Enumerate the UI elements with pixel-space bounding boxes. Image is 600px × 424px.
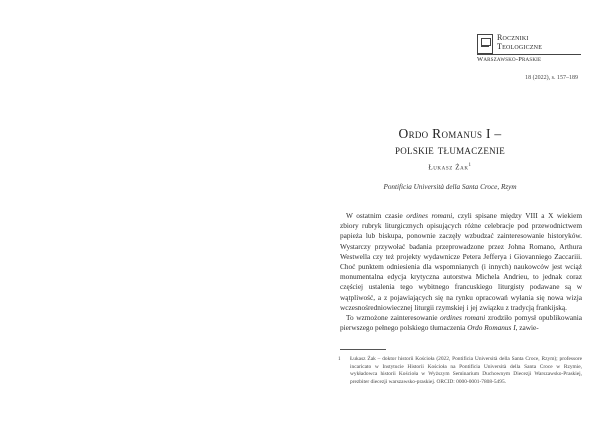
article-title bbox=[300, 126, 600, 158]
journal-name-line2: Teologiczne bbox=[497, 42, 543, 51]
p2-text-start: To wzmożone zainteresowanie bbox=[346, 313, 441, 323]
p2-emphasis-1: ordines romani bbox=[440, 313, 486, 323]
author-footnote-ref: 1 bbox=[468, 163, 472, 168]
journal-name-line1: Roczniki bbox=[497, 33, 529, 42]
p1-emphasis: ordines romani bbox=[406, 211, 453, 220]
p2-text-end: , zawie- bbox=[515, 323, 539, 333]
footnote-divider bbox=[340, 349, 386, 350]
journal-name-line3: Warszawsko-Praskie bbox=[477, 56, 542, 63]
body-paragraph-1 bbox=[340, 211, 582, 313]
footnote-number: 1 bbox=[338, 357, 341, 362]
p2-emphasis-2: Ordo Romanus I bbox=[467, 323, 516, 333]
footnote-text: Łukasz Żak – doktor historii Kościoła (2022, Pontificia Università della Santa Croce, Rzym); professore incaricato w Instytucie Historii Kościoła na Pontificia Università della Santa Croce w Rzymie, wykładowca historii Kościoła w Wyższym Seminarium Duchownym Diecezji Warszawsko-Praskiej, prezbiter diecezji warszawsko-praskiej. ORCID: 0000-0001-7808-5495. bbox=[350, 356, 582, 385]
title-line-2: polskie tłumaczenie bbox=[394, 142, 506, 157]
journal-logo bbox=[477, 32, 581, 66]
author-name bbox=[300, 163, 600, 171]
journal-emblem-icon bbox=[477, 34, 493, 54]
footnote bbox=[340, 356, 582, 386]
title-line-1: Ordo Romanus I – bbox=[398, 126, 502, 141]
journal-logo-divider bbox=[477, 54, 581, 55]
issue-info: 18 (2022), s. 157–189 bbox=[525, 75, 578, 81]
p1-text-start: W ostatnim czasie bbox=[346, 211, 407, 220]
author-name-text: Łukasz Żak bbox=[428, 163, 469, 172]
article-body bbox=[340, 211, 582, 333]
p1-text-end: , czyli spisane między VIII a X wiekiem zbiory rubryk liturgicznych opisujących różne celebracje pod przewodnictwem papieża lub biskupa, ponownie zaczęły wzbudzać zainteresowanie historyków. Wystarczy przywołać badania przeprowadzone przez Johna Romano, Arthura Westwella czy też projekty wydawnicze Petera Jefferya i Giovanniego Zaccariii. Choć punktem odniesienia dla wspomnianych (i innych) naukowców jest wciąż monumentalna edycja krytyczna autorstwa Michela Andrieu, to jednak coraz częściej ustalenia tego wybitnego francuskiego liturgisty podawane są w wątpliwość, a z pojawiających się na rynku opracowań wyłania się nowa wizja wczesnośredniowiecznej liturgii rzymskiej i jej związku z tradycją frankijską. bbox=[340, 211, 582, 312]
p2-text-middle: zrodziło pomysł opublikowania pierwszego pełnego polskiego tłumaczenia bbox=[340, 313, 582, 333]
author-affiliation: Pontificia Università della Santa Croce, Rzym bbox=[383, 183, 517, 191]
body-paragraph-2 bbox=[340, 313, 582, 333]
